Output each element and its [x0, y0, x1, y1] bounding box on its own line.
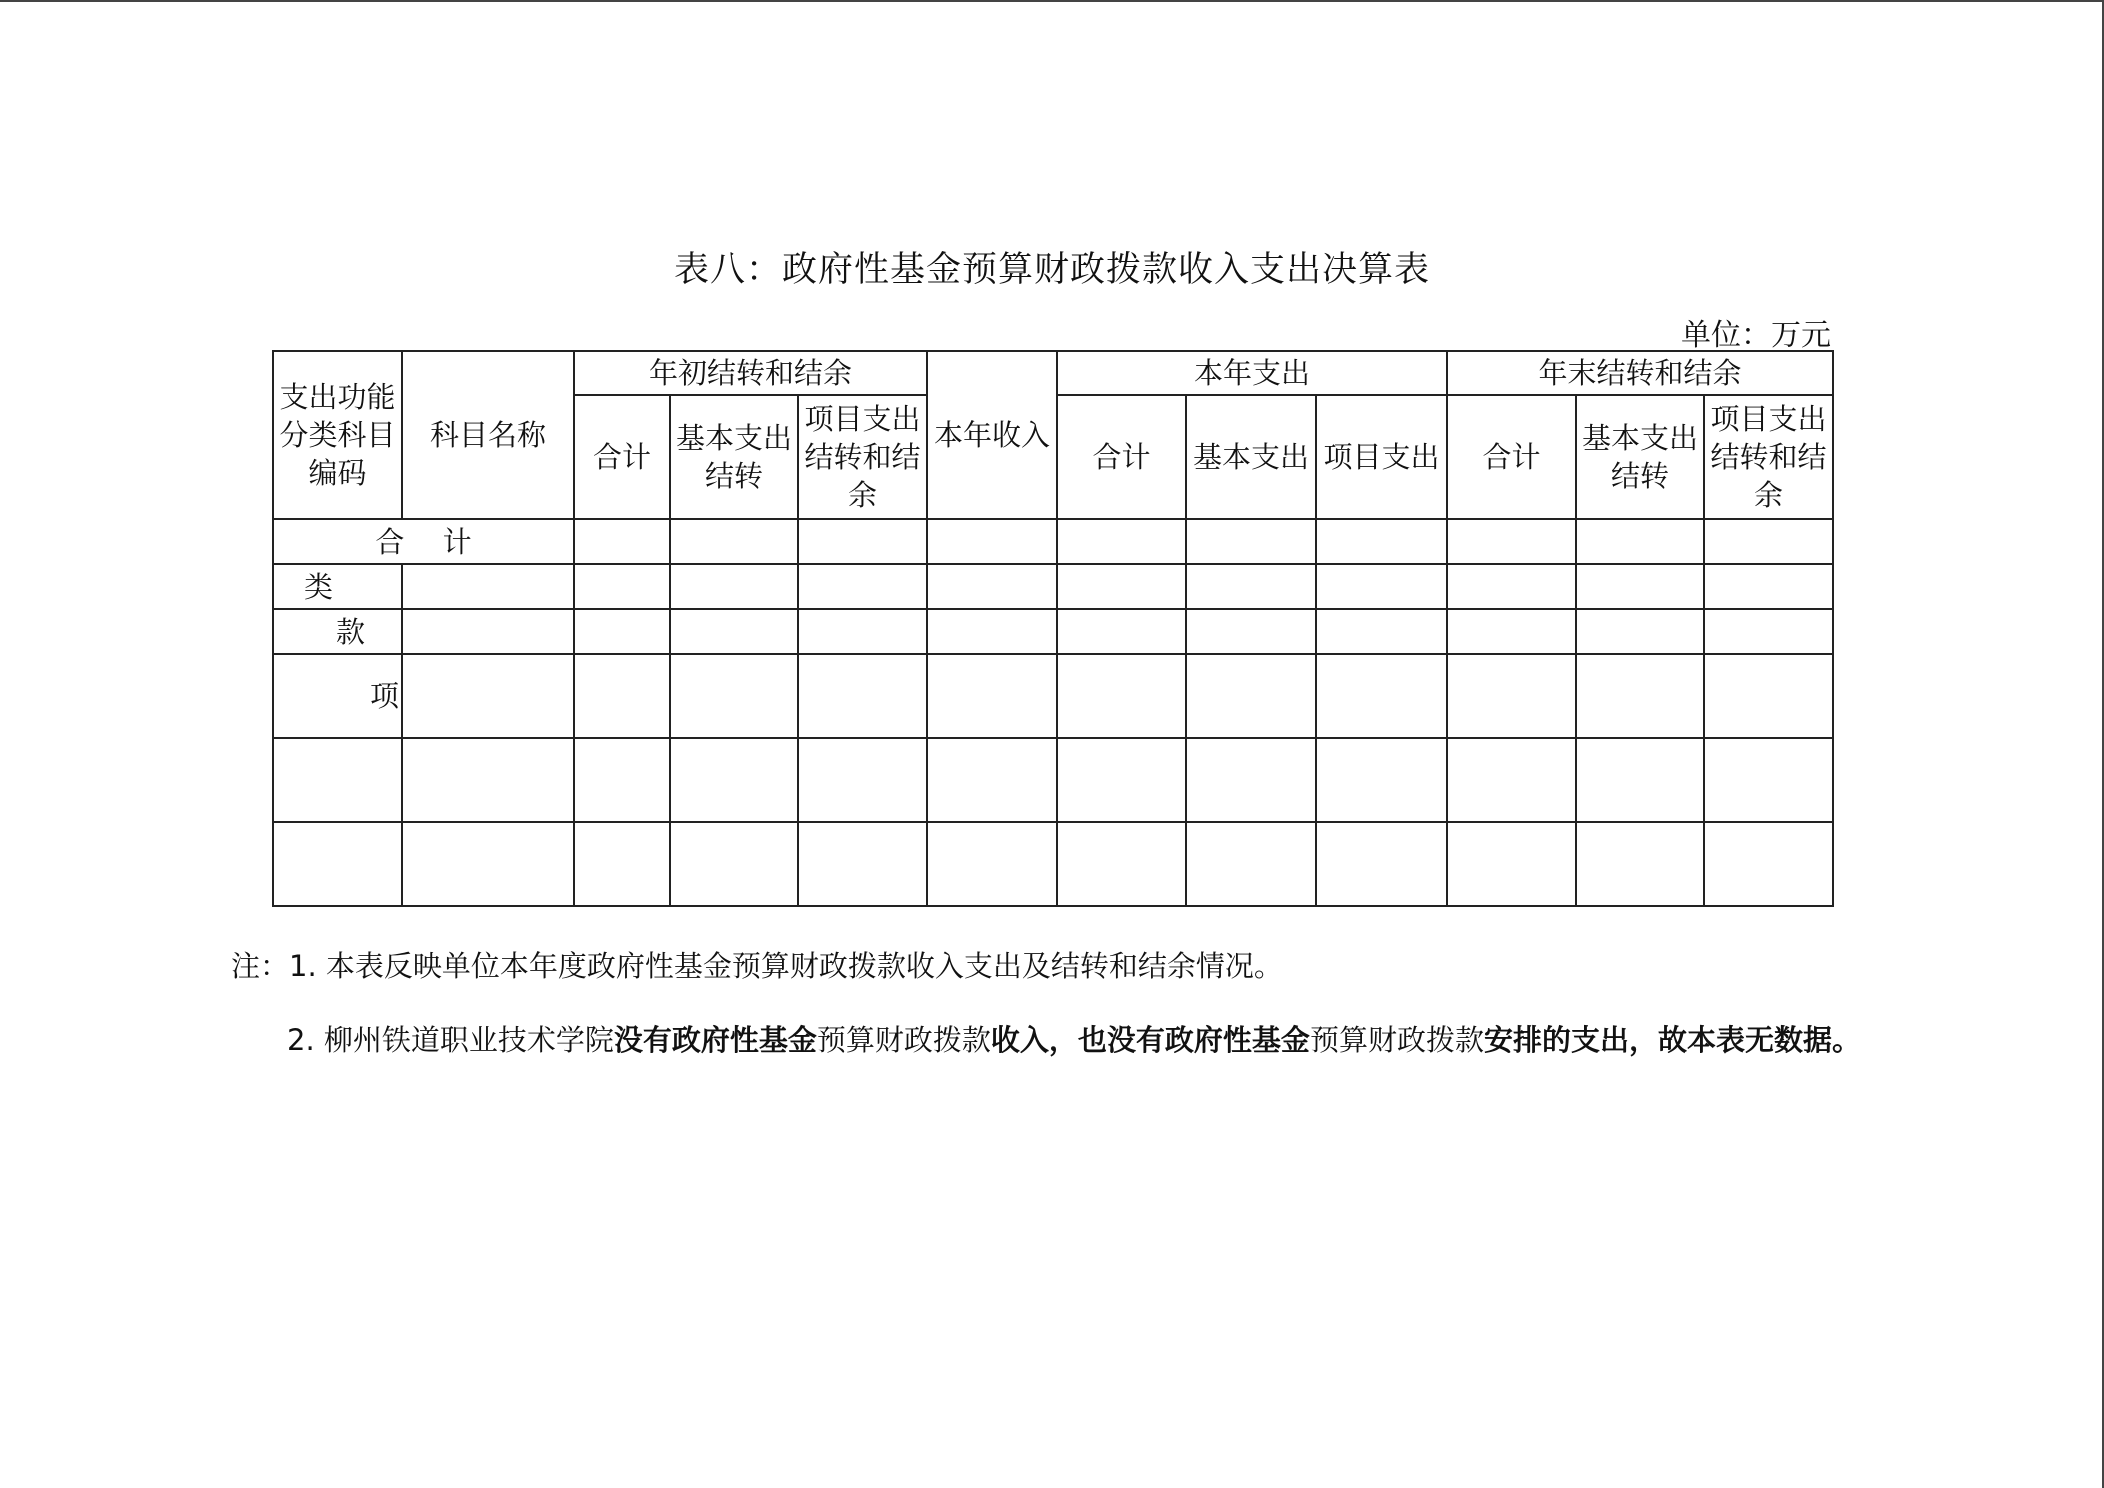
table-cell — [1447, 654, 1576, 738]
table-cell — [1057, 822, 1186, 906]
table-cell — [1704, 822, 1833, 906]
row-label-lei: 类 — [273, 564, 402, 609]
col-header-code: 支出功能分类科目编码 — [273, 351, 402, 519]
table-cell — [927, 654, 1057, 738]
row-label-kuan: 款 — [273, 609, 402, 654]
table-cell — [1057, 609, 1186, 654]
table-cell — [670, 738, 798, 822]
note-2-part: 收入，也没有政府性基金 — [990, 1023, 1310, 1057]
row-label-xiang: 项 — [273, 654, 402, 738]
col-header-name: 科目名称 — [402, 351, 574, 519]
note-2 — [287, 1018, 1861, 1059]
col-header-begin-project: 项目支出结转和结余 — [798, 395, 927, 519]
table-cell — [1186, 738, 1316, 822]
table-cell — [1316, 738, 1447, 822]
table-cell — [1704, 564, 1833, 609]
table-cell — [402, 822, 574, 906]
unit-label: 单位：万元 — [1681, 318, 1831, 353]
table-cell — [1704, 519, 1833, 564]
col-header-exp-project: 项目支出 — [1316, 395, 1447, 519]
table-cell — [402, 609, 574, 654]
col-header-income: 本年收入 — [927, 351, 1057, 519]
table-cell — [798, 738, 927, 822]
table-cell — [798, 564, 927, 609]
table-row-xiang — [273, 654, 1833, 738]
note-2-part: 没有政府性基金 — [613, 1023, 817, 1057]
table-cell — [1186, 564, 1316, 609]
table-cell — [273, 822, 402, 906]
table-cell — [1186, 654, 1316, 738]
table-cell — [670, 519, 798, 564]
table-cell — [927, 738, 1057, 822]
table-cell — [1576, 738, 1704, 822]
note-2-part: 2. 柳州铁道职业技术学院 — [287, 1023, 614, 1057]
table-cell — [1057, 654, 1186, 738]
table-cell — [927, 519, 1057, 564]
table-cell — [574, 822, 670, 906]
table-cell — [927, 822, 1057, 906]
note-1: 注：1. 本表反映单位本年度政府性基金预算财政拨款收入支出及结转和结余情况。 — [231, 949, 1283, 983]
col-header-end-project: 项目支出结转和结余 — [1704, 395, 1833, 519]
table-cell — [1186, 609, 1316, 654]
table-cell — [798, 654, 927, 738]
table-cell — [574, 609, 670, 654]
table-cell — [1186, 519, 1316, 564]
table-cell — [1186, 822, 1316, 906]
table-cell — [670, 609, 798, 654]
group-header-begin: 年初结转和结余 — [574, 351, 927, 395]
col-header-begin-total: 合计 — [574, 395, 670, 519]
group-header-end: 年末结转和结余 — [1447, 351, 1833, 395]
table-cell — [1057, 519, 1186, 564]
table-row-empty — [273, 738, 1833, 822]
header-row-1 — [273, 351, 1833, 395]
col-header-exp-basic: 基本支出 — [1186, 395, 1316, 519]
table-cell — [273, 738, 402, 822]
table-cell — [1316, 609, 1447, 654]
col-header-end-total: 合计 — [1447, 395, 1576, 519]
table-cell — [574, 654, 670, 738]
table-cell — [1447, 519, 1576, 564]
table-cell — [1447, 822, 1576, 906]
table-cell — [670, 564, 798, 609]
col-header-end-basic: 基本支出结转 — [1576, 395, 1704, 519]
table-cell — [670, 822, 798, 906]
table-cell — [1576, 822, 1704, 906]
table-cell — [1576, 654, 1704, 738]
table-cell — [798, 609, 927, 654]
group-header-expense: 本年支出 — [1057, 351, 1447, 395]
table-row-kuan — [273, 609, 1833, 654]
table-cell — [1576, 519, 1704, 564]
table-cell — [1704, 609, 1833, 654]
row-label-total: 合 计 — [273, 519, 574, 564]
table-cell — [1316, 519, 1447, 564]
table-cell — [798, 519, 927, 564]
table-cell — [1316, 822, 1447, 906]
table-cell — [1576, 564, 1704, 609]
table-cell — [670, 654, 798, 738]
table-row-empty-bold — [273, 822, 1833, 906]
table-cell — [1057, 564, 1186, 609]
table-cell — [1704, 738, 1833, 822]
table-row-lei — [273, 564, 1833, 609]
page-title: 表八：政府性基金预算财政拨款收入支出决算表 — [673, 250, 1430, 290]
table-cell — [1447, 609, 1576, 654]
col-header-exp-total: 合计 — [1057, 395, 1186, 519]
table-row-total — [273, 519, 1833, 564]
note-2-part: 预算财政拨款 — [816, 1023, 991, 1057]
table-cell — [798, 822, 927, 906]
table-cell — [574, 519, 670, 564]
table-cell — [402, 564, 574, 609]
table-cell — [1576, 609, 1704, 654]
table-cell — [1316, 564, 1447, 609]
table-cell — [1057, 738, 1186, 822]
note-2-part: 安排的支出，故本表无数据。 — [1483, 1023, 1861, 1057]
table-cell — [1447, 738, 1576, 822]
table-cell — [574, 738, 670, 822]
table-cell — [574, 564, 670, 609]
table-cell — [1447, 564, 1576, 609]
table-cell — [927, 564, 1057, 609]
col-header-begin-basic: 基本支出结转 — [670, 395, 798, 519]
table-cell — [402, 654, 574, 738]
note-2-part: 预算财政拨款 — [1309, 1023, 1484, 1057]
table-cell — [1704, 654, 1833, 738]
table-cell — [927, 609, 1057, 654]
page-border-top — [0, 0, 2104, 2]
table-cell — [402, 738, 574, 822]
budget-table — [272, 350, 1834, 907]
table-cell — [1316, 654, 1447, 738]
